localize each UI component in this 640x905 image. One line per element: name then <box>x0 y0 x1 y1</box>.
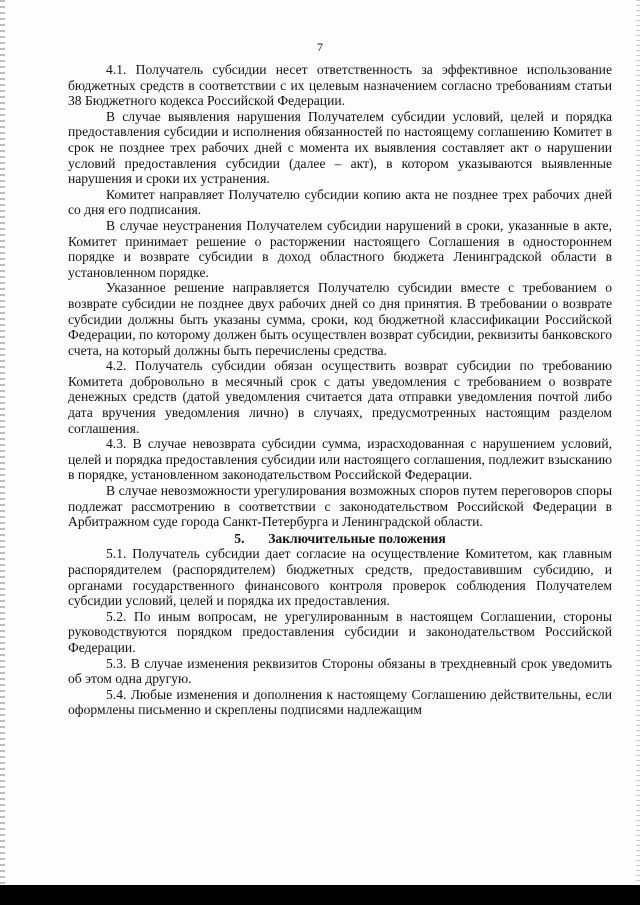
paragraph-4-1: 4.1. Получатель субсидии несет ответственность за эффективное использование бюджетных средств в соответствии с их целевым назначением согласно требованиям статьи 38 Бюджетного кодекса Российской Федерации. <box>68 62 612 109</box>
paragraph-5-4: 5.4. Любые изменения и дополнения к настоящему Соглашению действительны, если оформлены письменно и скреплены подписями надлежащим <box>68 686 612 718</box>
paragraph-violation-act: В случае выявления нарушения Получателем субсидии условий, целей и порядка предоставления субсидии и исполнения обязанностей по настоящему соглашению Комитет в срок не позднее трех рабочих дней с момента их выявления составляет акт о нарушении условий предоставления субсидии (далее – акт), в котором указываются выявленные нарушения и сроки их устранения. <box>68 108 612 187</box>
paragraph-disputes: В случае невозможности урегулирования возможных споров путем переговоров споры подлежат рассмотрению в соответствии с законодательством Российской Федерации в Арбитражном суде города Санкт-Петербурга и Ленинградской области. <box>68 483 612 530</box>
paragraph-termination: В случае неустранения Получателем субсидии нарушений в сроки, указанные в акте, Комитет принимает решение о расторжении настоящего Соглашения в одностороннем порядке и возврате субсидии в доход областного бюджета Ленинградской области в установленном порядке. <box>68 217 612 280</box>
document-body <box>68 62 612 718</box>
paragraph-4-3: 4.3. В случае невозврата субсидии сумма, израсходованная с нарушением условий, целей и порядка предоставления субсидии или настоящего соглашения, подлежит взысканию в порядке, установленном законодательством Российской Федерации. <box>68 436 612 483</box>
paragraph-act-copy: Комитет направляет Получателю субсидии копию акта не позднее трех рабочих дней со дня его подписания. <box>68 186 612 218</box>
paragraph-5-3: 5.3. В случае изменения реквизитов Стороны обязаны в трехдневный срок уведомить об этом одна другую. <box>68 655 612 687</box>
section-heading: 5. Заключительные положения <box>234 530 446 546</box>
paragraph-refund-demand: Указанное решение направляется Получателю субсидии вместе с требованием о возврате субсидии не позднее двух рабочих дней со дня принятия. В требовании о возврате субсидии должны быть указаны сумма, сроки, код бюджетной классификации Российской Федерации, по которому должен быть осуществлен возврат субсидии, реквизиты банковского счета, на который должны быть перечислены средства. <box>68 280 612 358</box>
scan-bottom-border <box>0 885 640 905</box>
paragraph-5-2: 5.2. По иным вопросам, не урегулированным в настоящем Соглашении, стороны руководствуются порядком предоставления субсидии и законодательством Российской Федерации. <box>68 608 612 655</box>
paragraph-5-1: 5.1. Получатель субсидии дает согласие на осуществление Комитетом, как главным распорядителем (распорядителем) бюджетных средств, предоставившим субсидию, и органами государственного финансового контроля проверок соблюдения Получателем субсидии условий, целей и порядка их предоставления. <box>68 546 612 609</box>
paragraph-4-2: 4.2. Получатель субсидии обязан осуществить возврат субсидии по требованию Комитета добровольно в месячный срок с даты уведомления с требованием о возврате денежных средств (датой уведомления считается дата отправки уведомления почтой либо дата вручения уведомления лично) в случаях, предусмотренных настоящим разделом соглашения. <box>68 358 612 436</box>
scan-edge-left <box>0 0 5 885</box>
page-number: 7 <box>317 40 323 54</box>
scan-edge-right <box>636 0 640 885</box>
